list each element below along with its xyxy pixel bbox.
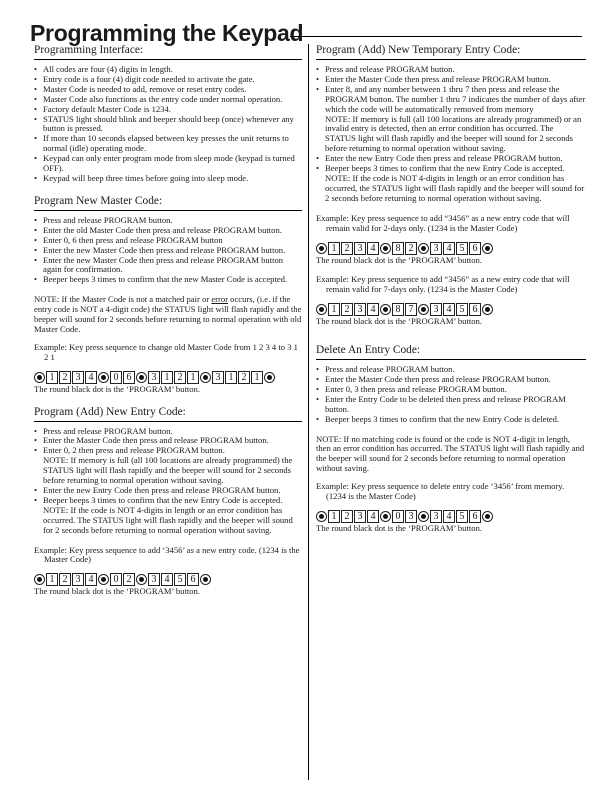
list-item-text: Beeper beeps 3 times to confirm that the new Entry Code is deleted.	[325, 413, 560, 424]
list-item-text: Press and release PROGRAM button.	[325, 64, 455, 74]
key-digit: 3	[354, 242, 366, 255]
section-heading: Delete An Entry Code:	[316, 344, 421, 357]
title-rule	[290, 36, 582, 37]
program-button-dot-icon	[316, 304, 327, 315]
list-item-text: Enter the Master Code then press and release PROGRAM button.	[43, 435, 269, 446]
program-button-dot-icon	[418, 511, 429, 522]
key-digit: 3	[212, 371, 224, 384]
key-digit: 4	[443, 510, 455, 523]
key-digit: 8	[392, 242, 404, 255]
list-item	[316, 164, 586, 204]
bullet-list	[316, 65, 586, 204]
key-digit: 3	[148, 573, 160, 586]
key-digit: 6	[123, 371, 135, 384]
key-digit: 3	[430, 242, 442, 255]
key-digit: 2	[238, 371, 250, 384]
list-item-note: NOTE: If memory is full (all 100 locations are already programmed) or an invalid entry is detected, then an error condition has occurred. The STATUS light will flash rapidly and the beeper will sound for 2 seconds before returning to normal operation without saving.	[325, 113, 582, 154]
bullet-list	[316, 365, 586, 424]
section-delete-entry-code	[316, 343, 586, 534]
key-digit: 1	[161, 371, 173, 384]
key-digit: 2	[59, 573, 71, 586]
list-item-text: Enter 8, and any number between 1 thru 7 then press and release the PROGRAM button. The number 1 thru 7 indicates the number of days after which the code will be automatically removed from memory	[325, 83, 586, 114]
list-item-text: Enter 0, 6 then press and release PROGRAM button	[43, 234, 223, 245]
key-digit: 4	[85, 371, 97, 384]
program-button-dot-icon	[34, 372, 45, 383]
section-heading: Program (Add) New Temporary Entry Code:	[316, 44, 521, 56]
list-item-text: If more than 10 seconds elapsed between key presses the unit returns to normal (idle) operating mode.	[43, 133, 289, 154]
key-digit: 2	[341, 510, 353, 523]
list-item-note: NOTE: If memory is full (all 100 locations are already programmed) the STATUS light will flash rapidly and the beeper will sound for 2 seconds before returning to normal operation without saving.	[43, 455, 293, 486]
list-item-text: Beeper beeps 3 times to confirm that the new Entry Code is accepted.	[43, 494, 283, 505]
example-text: Example: Key press sequence to add ‘3456’ as a new entry code. (1234 is the Master Code)	[34, 544, 300, 565]
key-digit: 2	[123, 573, 135, 586]
key-digit: 6	[187, 573, 199, 586]
key-digit: 0	[392, 510, 404, 523]
key-sequence	[34, 573, 302, 586]
list-item-text: Beeper beeps 3 times to confirm that the new Master Code is accepted.	[43, 274, 288, 285]
sequence-caption: The round black dot is the ‘PROGRAM’ button.	[316, 254, 482, 265]
key-digit: 3	[72, 371, 84, 384]
key-digit: 3	[430, 510, 442, 523]
list-item-text: Beeper beeps 3 times to confirm that the new Entry Code is accepted.	[325, 163, 565, 174]
list-item-text: Enter the old Master Code then press and release PROGRAM button.	[43, 224, 282, 235]
key-sequence	[316, 303, 586, 316]
right-column	[316, 43, 586, 544]
list-item	[34, 174, 302, 184]
program-button-dot-icon	[418, 243, 429, 254]
program-button-dot-icon	[34, 574, 45, 585]
section-rule	[34, 421, 302, 422]
key-digit: 1	[225, 371, 237, 384]
key-digit: 2	[341, 242, 353, 255]
section-temporary-entry-code	[316, 43, 586, 327]
list-item	[316, 85, 586, 154]
list-item-note: NOTE: If the code is NOT 4-digits in length or an error condition has occurred. The STATUS light will flash rapidly and the beeper will sound for 2 seconds before returning to normal operation without saving.	[43, 504, 293, 535]
key-digit: 2	[59, 371, 71, 384]
section-rule	[34, 59, 302, 60]
program-button-dot-icon	[380, 511, 391, 522]
list-item-text: Enter the new Master Code then press and release PROGRAM button again for confirmation.	[43, 254, 284, 275]
example-text: Example: Key press sequence to add “3456” as a new entry code that will remain valid for 2-days only. (1234 is the Master Code)	[316, 212, 570, 233]
note-paragraph: NOTE: If the Master Code is not a matched pair or error occurs, (i.e. if the entry code is NOT a 4-digit code) the STATUS light will flash rapidly and the beeper will sound for 2 seconds before returning to normal operation with old Master Code.	[34, 294, 302, 334]
key-digit: 1	[187, 371, 199, 384]
program-button-dot-icon	[482, 304, 493, 315]
list-item-text: Press and release PROGRAM button.	[43, 214, 173, 225]
key-digit: 3	[405, 510, 417, 523]
section-new-master-code	[34, 194, 302, 395]
program-button-dot-icon	[316, 243, 327, 254]
list-item-text: Enter the Master Code then press and release PROGRAM button.	[325, 374, 551, 385]
list-item-text: Master Code also functions as the entry code under normal operation.	[43, 93, 283, 104]
key-digit: 4	[443, 303, 455, 316]
key-digit: 2	[405, 242, 417, 255]
list-item-text: Enter the new Entry Code then press and release PROGRAM button.	[325, 153, 563, 164]
list-item-text: Enter the new Entry Code then press and release PROGRAM button.	[43, 485, 281, 495]
key-digit: 1	[328, 510, 340, 523]
sequence-caption: The round black dot is the ‘PROGRAM’ button.	[316, 523, 482, 533]
list-item-text: Enter the Entry Code to be deleted then press and release PROGRAM button.	[325, 393, 566, 414]
list-item-text: Enter the new Master Code then press and release PROGRAM button.	[43, 244, 286, 255]
bullet-list	[34, 216, 302, 285]
list-item-text: Press and release PROGRAM button.	[325, 364, 455, 375]
error-underlined: error	[211, 294, 229, 305]
list-item	[34, 275, 302, 285]
key-digit: 3	[354, 510, 366, 523]
list-item-text: STATUS light should blink and beeper should beep (once) whenever any button is pressed.	[43, 113, 294, 134]
section-heading: Program (Add) New Entry Code:	[34, 405, 186, 418]
key-digit: 4	[367, 510, 379, 523]
section-heading: Program New Master Code:	[34, 194, 163, 207]
list-item-text: Keypad will beep three times before going into sleep mode.	[43, 172, 249, 183]
program-button-dot-icon	[136, 574, 147, 585]
list-item-text: All codes are four (4) digits in length.	[43, 64, 173, 74]
program-button-dot-icon	[98, 372, 109, 383]
program-button-dot-icon	[200, 574, 211, 585]
key-digit: 5	[174, 573, 186, 586]
key-digit: 4	[367, 242, 379, 255]
section-rule	[316, 359, 586, 360]
program-button-dot-icon	[380, 243, 391, 254]
key-digit: 3	[148, 371, 160, 384]
program-button-dot-icon	[482, 243, 493, 254]
key-digit: 2	[341, 303, 353, 316]
section-heading: Programming Interface:	[34, 44, 144, 56]
key-digit: 1	[328, 242, 340, 255]
key-digit: 1	[46, 371, 58, 384]
key-digit: 4	[367, 303, 379, 316]
key-sequence	[34, 371, 302, 384]
program-button-dot-icon	[264, 372, 275, 383]
list-item-text: Master Code is needed to add, remove or reset entry codes.	[43, 83, 247, 94]
list-item-text: Keypad can only enter program mode from sleep mode (keypad is turned OFF).	[43, 153, 295, 174]
key-digit: 1	[328, 303, 340, 316]
list-item-note: NOTE: If the code is NOT 4-digits in length or an error condition has occurred, the STATUS light will flash rapidly and the beeper will sound for 2 seconds before returning to normal operation without saving.	[325, 172, 585, 203]
key-digit: 8	[392, 303, 404, 316]
key-sequence	[316, 510, 586, 523]
key-digit: 1	[251, 371, 263, 384]
section-programming-interface	[34, 43, 302, 184]
key-digit: 2	[174, 371, 186, 384]
section-new-entry-code	[34, 405, 302, 598]
key-digit: 6	[469, 242, 481, 255]
sequence-caption: The round black dot is the ‘PROGRAM’ button.	[316, 316, 482, 327]
list-item	[34, 496, 302, 536]
list-item-text: Factory default Master Code is 1234.	[43, 103, 171, 114]
list-item	[316, 395, 586, 415]
list-item	[34, 134, 302, 154]
list-item-text: Entry code is a four (4) digit code needed to activate the gate.	[43, 73, 255, 84]
bullet-list	[34, 427, 302, 536]
note-paragraph: NOTE: If no matching code is found or the code is NOT 4-digit in length, then an error condition has occurred. The STATUS light will flash rapidly and the beeper will sound for 2 seconds before returning to normal operation without saving.	[316, 433, 585, 474]
list-item-text: Enter 0, 3 then press and release PROGRAM button.	[325, 383, 507, 394]
program-button-dot-icon	[200, 372, 211, 383]
key-sequence	[316, 242, 586, 255]
key-digit: 4	[161, 573, 173, 586]
list-item	[34, 115, 302, 135]
list-item-text: Enter 0, 2 then press and release PROGRAM button.	[43, 445, 225, 456]
key-digit: 3	[72, 573, 84, 586]
key-digit: 5	[456, 303, 468, 316]
list-item-text: Press and release PROGRAM button.	[43, 425, 173, 436]
key-digit: 4	[443, 242, 455, 255]
list-item-text: Enter the Master Code then press and release PROGRAM button.	[325, 73, 551, 84]
example-text: Example: Key press sequence to delete entry code ‘3456’ from memory. (1234 is the Master Code)	[316, 481, 565, 502]
section-rule	[316, 59, 586, 60]
list-item	[34, 446, 302, 486]
left-column	[34, 43, 302, 607]
program-button-dot-icon	[380, 304, 391, 315]
key-digit: 1	[46, 573, 58, 586]
key-digit: 5	[456, 242, 468, 255]
example-text: Example: Key press sequence to change old Master Code from 1 2 3 4 to 3 1 2 1	[34, 341, 298, 362]
list-item	[316, 415, 586, 425]
bullet-list	[34, 65, 302, 184]
sequence-caption: The round black dot is the ‘PROGRAM’ button.	[34, 383, 200, 394]
program-button-dot-icon	[418, 304, 429, 315]
key-digit: 0	[110, 573, 122, 586]
page-title: Programming the Keypad	[30, 20, 304, 46]
key-digit: 5	[456, 510, 468, 523]
section-rule	[34, 210, 302, 211]
program-button-dot-icon	[316, 511, 327, 522]
example-text: Example: Key press sequence to add “3456” as a new entry code that will remain valid for 7-days only. (1234 is the Master Code)	[316, 274, 570, 295]
key-digit: 4	[85, 573, 97, 586]
program-button-dot-icon	[482, 511, 493, 522]
key-digit: 6	[469, 303, 481, 316]
column-divider	[308, 44, 309, 780]
program-button-dot-icon	[136, 372, 147, 383]
key-digit: 3	[354, 303, 366, 316]
key-digit: 0	[110, 371, 122, 384]
sequence-caption: The round black dot is the ‘PROGRAM’ button.	[34, 586, 200, 597]
key-digit: 3	[430, 303, 442, 316]
key-digit: 6	[469, 510, 481, 523]
program-button-dot-icon	[98, 574, 109, 585]
list-item	[34, 256, 302, 276]
list-item	[34, 154, 302, 174]
key-digit: 7	[405, 303, 417, 316]
